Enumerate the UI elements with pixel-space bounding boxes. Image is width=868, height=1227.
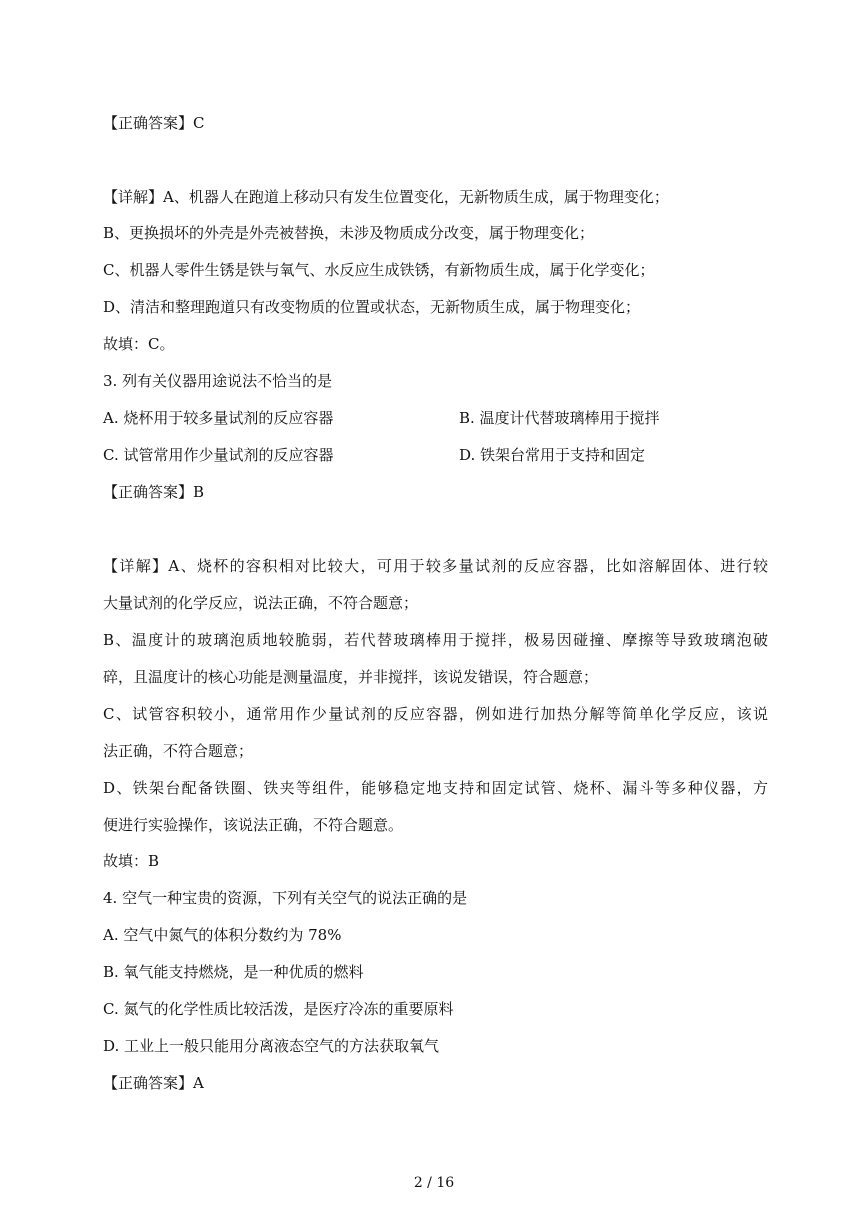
- detail-line: B、更换损坏的外壳是外壳被替换，未涉及物质成分改变，属于物理变化；: [103, 224, 595, 242]
- question-stem: 3. 列有关仪器用途说法不恰当的是: [103, 372, 333, 390]
- detail-line: C、机器人零件生锈是铁与氧气、水反应生成铁锈，有新物质生成，属于化学变化；: [103, 261, 655, 279]
- answer-line: 【正确答案】A: [103, 1074, 204, 1092]
- question-stem: 4. 空气一种宝贵的资源，下列有关空气的说法正确的是: [103, 889, 468, 907]
- option-c: C. 氮气的化学性质比较活泼，是医疗冷冻的重要原料: [103, 1000, 454, 1018]
- detail-line: 法正确，不符合题意；: [103, 742, 254, 760]
- option-d: D. 铁架台常用于支持和固定: [459, 446, 646, 464]
- detail-line: D、铁架台配备铁圈、铁夹等组件，能够稳定地支持和固定试管、烧杯、漏斗等多种仪器，方: [103, 779, 768, 797]
- detail-line: 便进行实验操作，该说法正确，不符合题意。: [103, 816, 404, 834]
- page-number: 2 / 16: [413, 1175, 455, 1191]
- fill-line: 故填：B: [103, 852, 160, 870]
- detail-line: 【详解】A、烧杯的容积相对比较大，可用于较多量试剂的反应容器，比如溶解固体、进行较: [103, 557, 768, 575]
- option-a: A. 空气中氮气的体积分数约为 78%: [103, 926, 342, 944]
- detail-line: C、试管容积较小，通常用作少量试剂的反应容器，例如进行加热分解等简单化学反应，该说: [103, 705, 768, 723]
- option-a: A. 烧杯用于较多量试剂的反应容器: [103, 409, 334, 427]
- fill-line: 故填：C。: [103, 335, 175, 353]
- option-b: B. 温度计代替玻璃棒用于搅拌: [459, 409, 660, 427]
- detail-line: 碎，且温度计的核心功能是测量温度，并非搅拌，该说发错误，符合题意；: [103, 668, 599, 686]
- answer-line: 【正确答案】C: [103, 114, 205, 132]
- option-c: C. 试管常用作少量试剂的反应容器: [103, 446, 334, 464]
- detail-line: D、清洁和整理跑道只有改变物质的位置或状态，无新物质生成，属于物理变化；: [103, 298, 641, 316]
- option-b: B. 氧气能支持燃烧，是一种优质的燃料: [103, 963, 364, 981]
- detail-line: B、温度计的玻璃泡质地较脆弱，若代替玻璃棒用于搅拌，极易因碰撞、摩擦等导致玻璃泡破: [103, 631, 768, 649]
- option-d: D. 工业上一般只能用分离液态空气的方法获取氧气: [103, 1037, 440, 1055]
- detail-line: 【详解】A、机器人在跑道上移动只有发生位置变化，无新物质生成，属于物理变化；: [103, 188, 669, 206]
- detail-line: 大量试剂的化学反应，说法正确，不符合题意；: [103, 594, 419, 612]
- answer-line: 【正确答案】B: [103, 483, 205, 501]
